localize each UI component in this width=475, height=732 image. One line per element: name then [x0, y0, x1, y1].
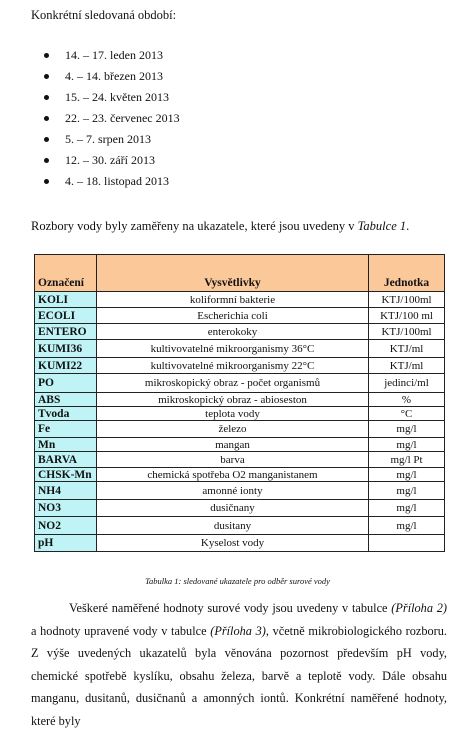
description-cell: mikroskopický obraz - abioseston	[97, 393, 369, 407]
list-item: 12. – 30. září 2013	[44, 150, 180, 171]
unit-cell: KTJ/100ml	[369, 324, 445, 340]
code-cell: Mn	[35, 438, 97, 452]
description-cell: teplota vody	[97, 407, 369, 421]
list-item: 14. – 17. leden 2013	[44, 45, 180, 66]
unit-cell: mg/l	[369, 500, 445, 517]
list-item: 4. – 18. listopad 2013	[44, 171, 180, 192]
unit-cell: mg/l	[369, 517, 445, 535]
appendix-reference: (Příloha 2)	[391, 601, 447, 615]
header-description: Vysvětlivky	[97, 255, 369, 292]
description-cell: amonné ionty	[97, 482, 369, 500]
table-row	[35, 324, 445, 340]
header-code: Označení	[35, 255, 97, 292]
list-item: 22. – 23. červenec 2013	[44, 108, 180, 129]
code-cell: KOLI	[35, 292, 97, 308]
table-reference: Tabulce 1	[357, 219, 407, 233]
table-row	[35, 393, 445, 407]
code-cell: PO	[35, 374, 97, 393]
description-cell: kultivovatelné mikroorganismy 36°C	[97, 340, 369, 358]
description-cell: železo	[97, 421, 369, 438]
table-row	[35, 358, 445, 374]
code-cell: CHSK-Mn	[35, 468, 97, 482]
description-cell: dusitany	[97, 517, 369, 535]
parameters-table	[34, 254, 445, 552]
code-cell: NO3	[35, 500, 97, 517]
code-cell: ECOLI	[35, 308, 97, 324]
table-row	[35, 468, 445, 482]
table-row	[35, 452, 445, 468]
code-cell: pH	[35, 535, 97, 552]
period-list	[44, 45, 180, 192]
table-body	[35, 292, 445, 552]
table-row	[35, 421, 445, 438]
unit-cell: %	[369, 393, 445, 407]
table-row	[35, 500, 445, 517]
header-unit: Jednotka	[369, 255, 445, 292]
description-cell: koliformní bakterie	[97, 292, 369, 308]
unit-cell: mg/l Pt	[369, 452, 445, 468]
table-row	[35, 535, 445, 552]
unit-cell: KTJ/ml	[369, 340, 445, 358]
description-cell: mangan	[97, 438, 369, 452]
table-row	[35, 517, 445, 535]
code-cell: KUMI36	[35, 340, 97, 358]
paragraph-text: , včetně mikrobiologického rozboru. Z výše uvedených ukazatelů byla věnována pozornost především pH vody, chemické spotřebě kyslíku, obsahu železa, barvě a teplotě vody. Dále obsahu manganu, dusitanů, dusičnanů a amonných iontů. Konkrétní naměřené hodnoty, které byly	[31, 623, 447, 728]
description-cell: Kyselost vody	[97, 535, 369, 552]
table-row	[35, 374, 445, 393]
paragraph-text: a hodnoty upravené vody v tabulce	[31, 623, 211, 638]
table-row	[35, 292, 445, 308]
paragraph-text: Veškeré naměřené hodnoty surové vody jsou uvedeny v tabulce	[69, 601, 392, 615]
unit-cell: KTJ/100ml	[369, 292, 445, 308]
code-cell: Tvoda	[35, 407, 97, 421]
description-cell: enterokoky	[97, 324, 369, 340]
code-cell: ABS	[35, 393, 97, 407]
code-cell: NO2	[35, 517, 97, 535]
description-cell: barva	[97, 452, 369, 468]
table-row	[35, 308, 445, 324]
unit-cell: KTJ/ml	[369, 358, 445, 374]
table-row	[35, 407, 445, 421]
description-cell: Escherichia coli	[97, 308, 369, 324]
list-item: 4. – 14. březen 2013	[44, 66, 180, 87]
unit-cell: mg/l	[369, 438, 445, 452]
description-cell: mikroskopický obraz - počet organismů	[97, 374, 369, 393]
intro-text: Konkrétní sledovaná období:	[31, 8, 177, 22]
body-paragraph	[31, 597, 447, 732]
unit-cell: mg/l	[369, 468, 445, 482]
code-cell: KUMI22	[35, 358, 97, 374]
table-caption: Tabulka 1: sledované ukazatele pro odběr surové vody	[145, 576, 330, 586]
code-cell: Fe	[35, 421, 97, 438]
description-cell: dusičnany	[97, 500, 369, 517]
table-row	[35, 340, 445, 358]
list-item: 5. – 7. srpen 2013	[44, 129, 180, 150]
unit-cell: mg/l	[369, 482, 445, 500]
code-cell: BARVA	[35, 452, 97, 468]
code-cell: ENTERO	[35, 324, 97, 340]
lead-end: .	[406, 219, 410, 233]
unit-cell: °C	[369, 407, 445, 421]
unit-cell: jedinci/ml	[369, 374, 445, 393]
table-row	[35, 438, 445, 452]
unit-cell: mg/l	[369, 421, 445, 438]
lead-text: Rozbory vody byly zaměřeny na ukazatele, které jsou uvedeny v	[31, 219, 358, 233]
unit-cell: KTJ/100 ml	[369, 308, 445, 324]
lead-sentence	[31, 219, 409, 234]
unit-cell	[369, 535, 445, 552]
description-cell: kultivovatelné mikroorganismy 22°C	[97, 358, 369, 374]
code-cell: NH4	[35, 482, 97, 500]
list-item: 15. – 24. květen 2013	[44, 87, 180, 108]
appendix-reference: (Příloha 3)	[210, 623, 266, 638]
table-row	[35, 482, 445, 500]
table-header-row	[35, 255, 445, 292]
description-cell: chemická spotřeba O2 manganistanem	[97, 468, 369, 482]
